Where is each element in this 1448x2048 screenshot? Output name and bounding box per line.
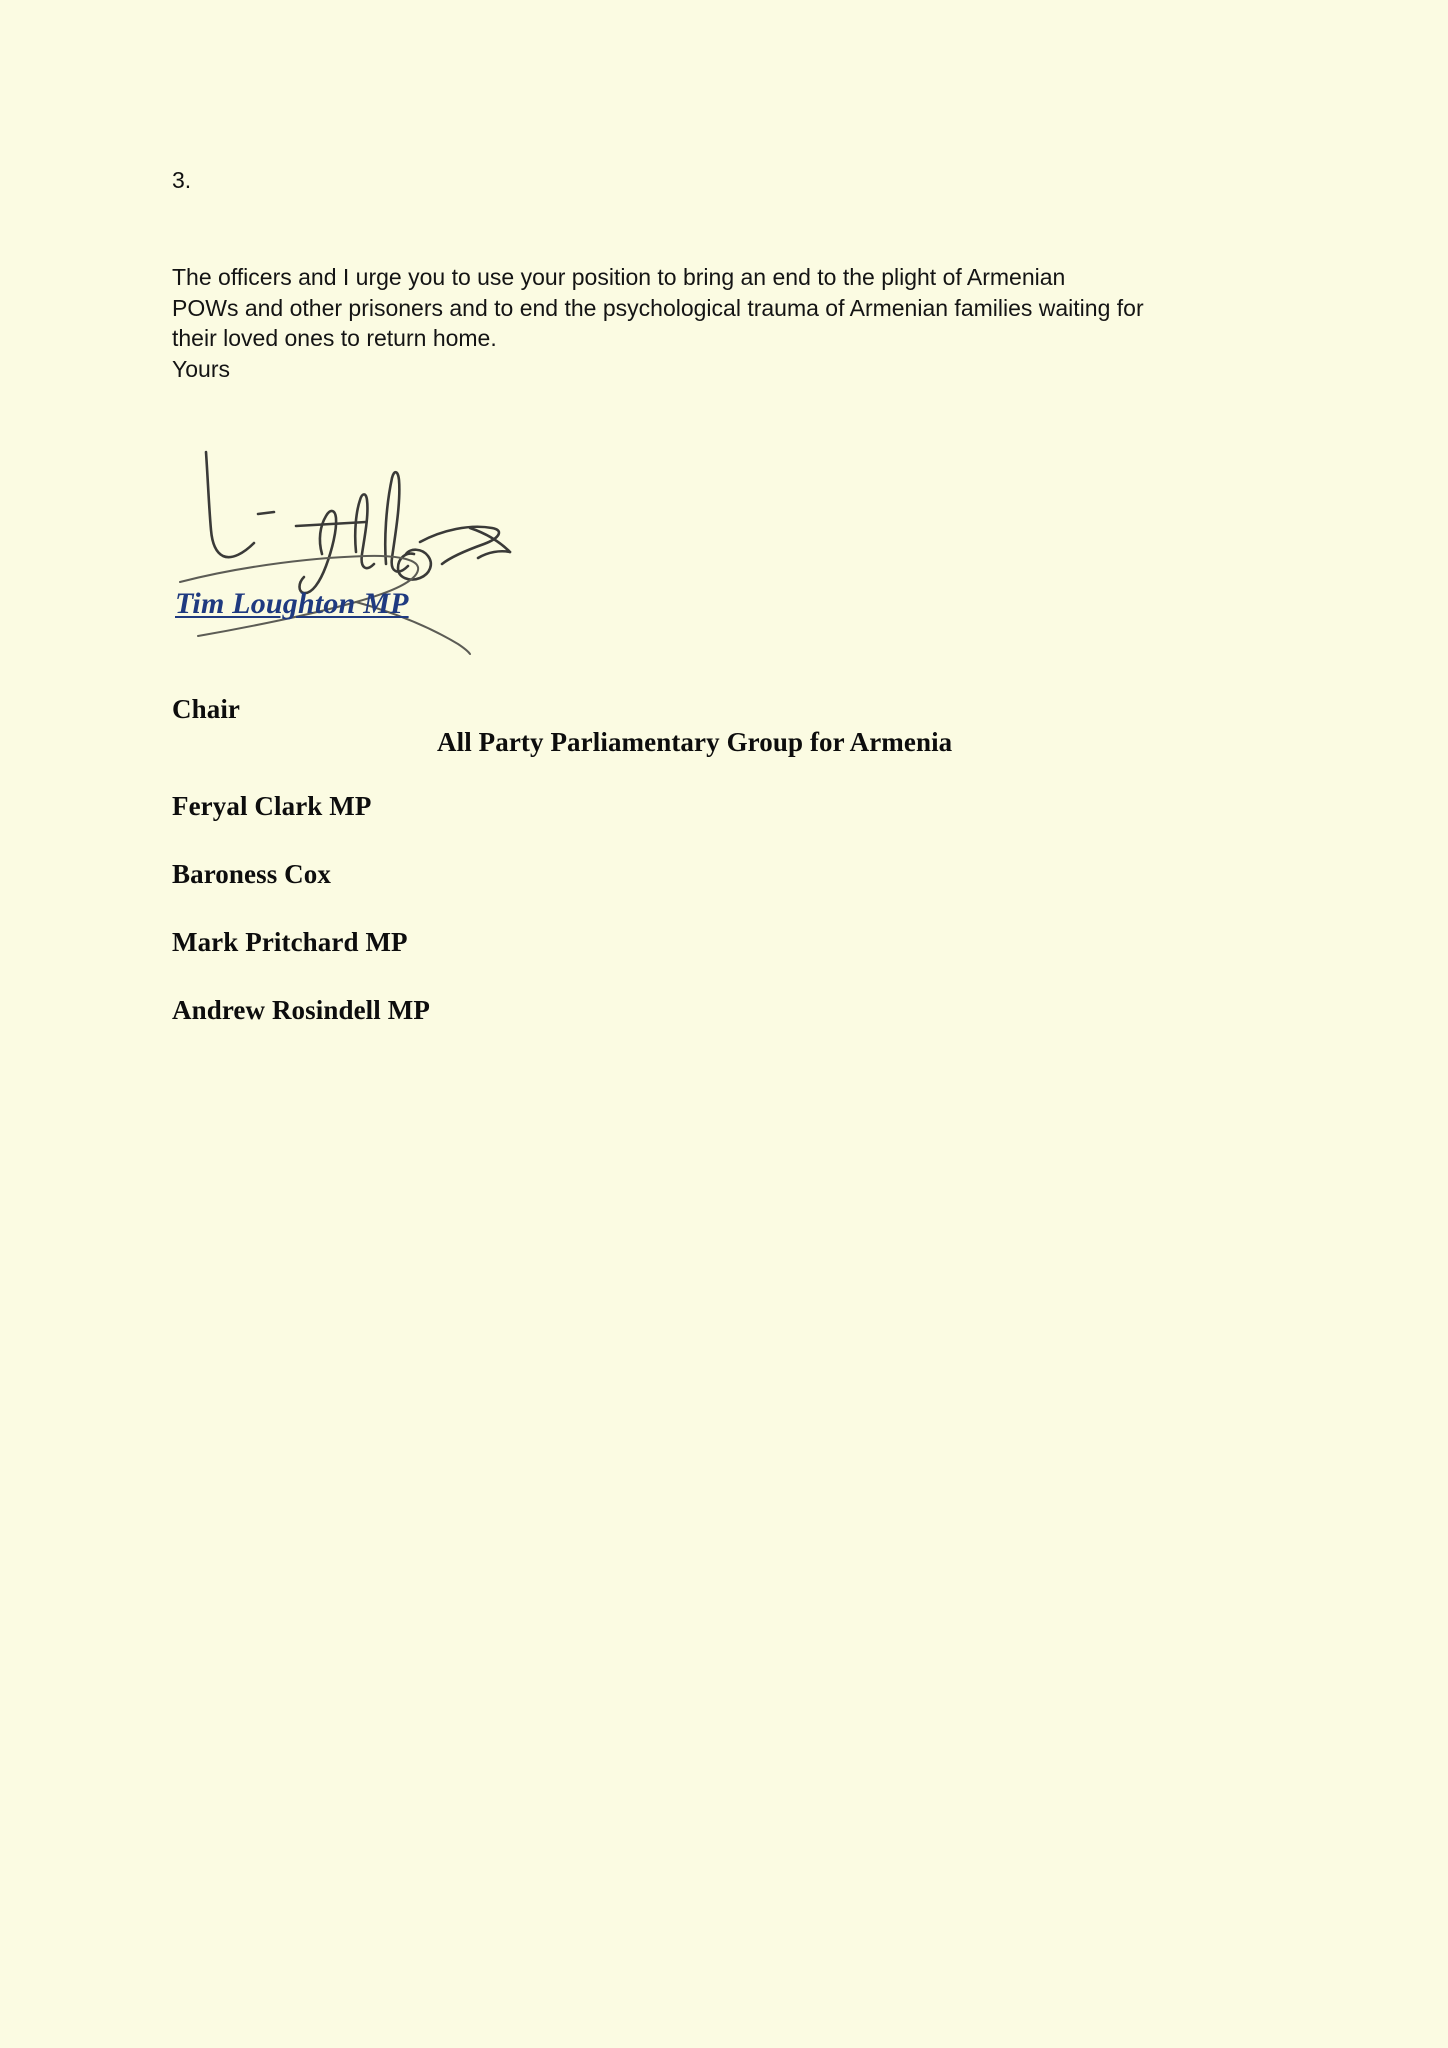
signatory-item: Feryal Clark MP	[172, 791, 372, 821]
parliamentary-group-name: All Party Parliamentary Group for Armenia	[437, 727, 953, 757]
signer-role: Chair	[172, 694, 240, 724]
signatory-item: Baroness Cox	[172, 859, 331, 889]
signatory-item: Andrew Rosindell MP	[172, 995, 430, 1025]
body-line: Yours	[172, 355, 230, 382]
letter-body	[172, 262, 1257, 384]
signer-typed-name: Tim Loughton MP	[175, 587, 409, 620]
signatory-list	[172, 793, 430, 1024]
body-line: their loved ones to return home.	[172, 325, 497, 351]
signature-ink-icon	[170, 430, 590, 660]
handwritten-signature	[170, 430, 590, 660]
signatory-item: Mark Pritchard MP	[172, 927, 408, 957]
body-line: The officers and I urge you to use your position to bring an end to the plight of Armenian	[172, 264, 1066, 290]
page-number: 3.	[172, 167, 192, 193]
body-line: POWs and other prisoners and to end the psychological trauma of Armenian families waiting for	[172, 294, 1144, 321]
